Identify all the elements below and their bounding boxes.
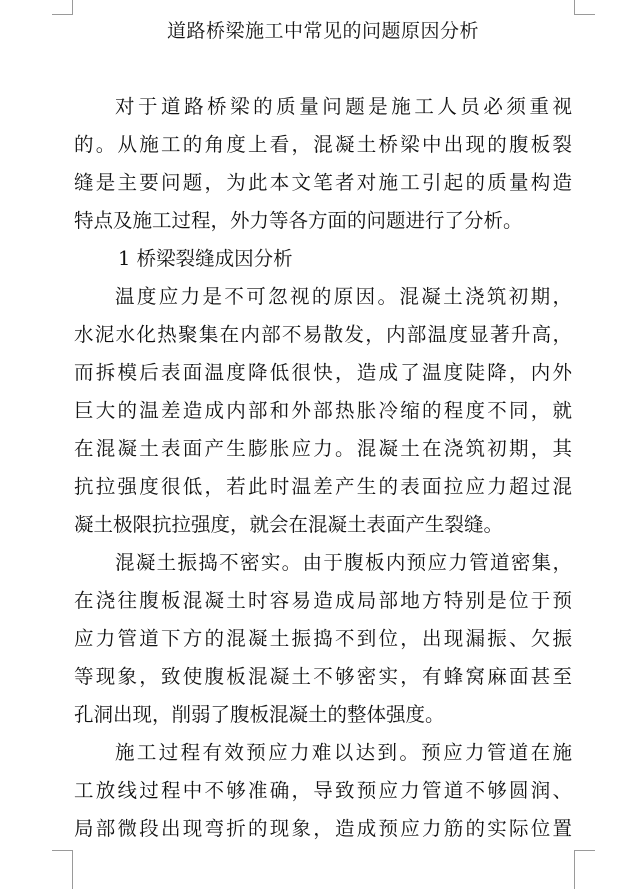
crop-mark-bottom-right (574, 850, 595, 889)
paragraph-line: 抗拉强度很低，若此时温差产生的表面拉应力超过混 (74, 475, 572, 498)
paragraph-line: 应力管道下方的混凝土振捣不到位，出现漏振、欠振 (74, 627, 572, 650)
paragraph-line: 凝土极限抗拉强度，就会在混凝土表面产生裂缝。 (74, 513, 504, 536)
paragraph-line: 等现象，致使腹板混凝土不够密实，有蜂窝麻面甚至 (74, 665, 572, 688)
paragraph-line: 对于道路桥梁的质量问题是施工人员必须重视 (115, 95, 572, 118)
paragraph-line: 缝是主要问题，为此本文笔者对施工引起的质量构造 (74, 171, 572, 194)
crop-mark-bottom-left (52, 850, 73, 889)
paragraph-line: 的。从施工的角度上看，混凝土桥梁中出现的腹板裂 (74, 133, 572, 156)
paragraph-line: 工放线过程中不够准确，导致预应力管道不够圆润、 (74, 779, 572, 802)
paragraph-line: 孔洞出现，削弱了腹板混凝土的整体强度。 (74, 703, 445, 726)
paragraph-line: 施工过程有效预应力难以达到。预应力管道在施 (115, 741, 572, 764)
paragraph-line: 温度应力是不可忽视的原因。混凝土浇筑初期， (115, 285, 572, 308)
paragraph-line: 在混凝土表面产生膨胀应力。混凝土在浇筑初期，其 (74, 437, 572, 460)
paragraph-line: 巨大的温差造成内部和外部热胀冷缩的程度不同，就 (74, 399, 572, 422)
paragraph-line: 特点及施工过程，外力等各方面的问题进行了分析。 (74, 209, 523, 232)
paragraph-line: 在浇往腹板混凝土时容易造成局部地方特别是位于预 (74, 589, 572, 612)
paragraph-line: 而拆模后表面温度降低很快，造成了温度陡降，内外 (74, 361, 572, 384)
paragraph-line: 混凝土振捣不密实。由于腹板内预应力管道密集， (115, 551, 572, 574)
document-body (74, 88, 572, 848)
crop-mark-top-right (574, 0, 595, 15)
paragraph-line: 水泥水化热聚集在内部不易散发，内部温度显著升高， (74, 323, 572, 346)
document-title: 道路桥梁施工中常见的问题原因分析 (166, 20, 479, 42)
paragraph-line: 局部微段出现弯折的现象，造成预应力筋的实际位置 (74, 817, 572, 840)
section-heading: 1 桥梁裂缝成因分析 (118, 247, 293, 270)
crop-mark-top-left (52, 0, 73, 15)
